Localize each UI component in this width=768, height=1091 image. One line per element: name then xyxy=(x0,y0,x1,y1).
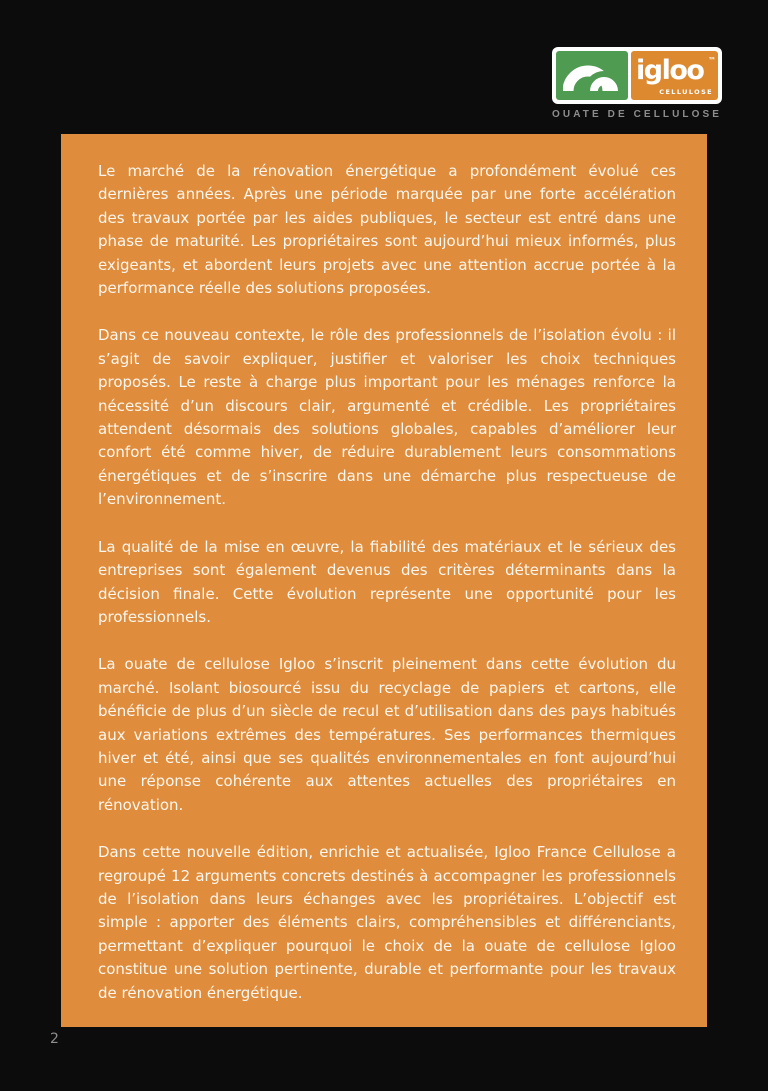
page-number: 2 xyxy=(50,1031,59,1047)
paragraph-new-edition: Dans cette nouvelle édition, enrichie et actualisée, Igloo France Cellulose a regroupé 12 arguments concrets destinés à accompagner les professionnels de l’isolation dans leurs échanges avec les propriétaires. L’objectif est simple : apporter des éléments clairs, compréhensibles et différenciants, permettant d’expliquer pourquoi le choix de la ouate de cellulose Igloo constitue une solution pertinente, durable et performante pour les travaux de rénovation énergétique. xyxy=(98,843,676,1002)
brand-logo xyxy=(552,47,722,120)
logo-box xyxy=(552,47,722,104)
content-panel xyxy=(61,134,707,1027)
logo-subbrand-text: CELLULOSE xyxy=(659,88,713,96)
paragraph-market-evolution: Le marché de la rénovation énergétique a profondément évolué ces dernières années. Après une période marquée par une forte accélération des travaux portée par les aides publiques, le secteur est entré dans une phase de maturité. Les propriétaires sont aujourd’hui mieux informés, plus exigeants, et abordent leurs projets avec une attention accrue portée à la performance réelle des solutions proposées. xyxy=(98,162,676,298)
logo-brand-text: igloo xyxy=(636,55,704,86)
trademark-symbol: ™ xyxy=(708,56,716,65)
logo-orange-panel xyxy=(631,51,718,100)
logo-tagline: OUATE DE CELLULOSE xyxy=(552,109,723,120)
paragraph-professional-role: Dans ce nouveau contexte, le rôle des professionnels de l’isolation évolu : il s’agit de savoir expliquer, justifier et valoriser les choix techniques proposés. Le reste à charge plus important pour les ménages renforce la nécessité d’un discours clair, argumenté et crédible. Les propriétaires attendent désormais des solutions globales, capables d’améliorer leur confort été comme hiver, de réduire durablement leurs consommations énergétiques et de s’inscrire dans une démarche plus respectueuse de l’environnement. xyxy=(98,326,676,509)
paragraph-igloo-cellulose: La ouate de cellulose Igloo s’inscrit pleinement dans cette évolution du marché. Isolant biosourcé issu du recyclage de papiers et cartons, elle bénéficie de plus d’un siècle de recul et d’utilisation dans des pays habitués aux variations extrêmes des températures. Ses performances thermiques hiver et été, ainsi que ses qualités environnementales en font aujourd’hui une réponse cohérente aux attentes actuelles des propriétaires en rénovation. xyxy=(98,655,676,814)
igloo-arch-icon xyxy=(563,58,621,95)
paragraph-quality-criteria: La qualité de la mise en œuvre, la fiabilité des matériaux et le sérieux des entreprises sont également devenus des critères déterminants dans la décision finale. Cette évolution représente une opportunité pour les professionnels. xyxy=(98,537,676,626)
logo-green-panel xyxy=(556,51,628,100)
